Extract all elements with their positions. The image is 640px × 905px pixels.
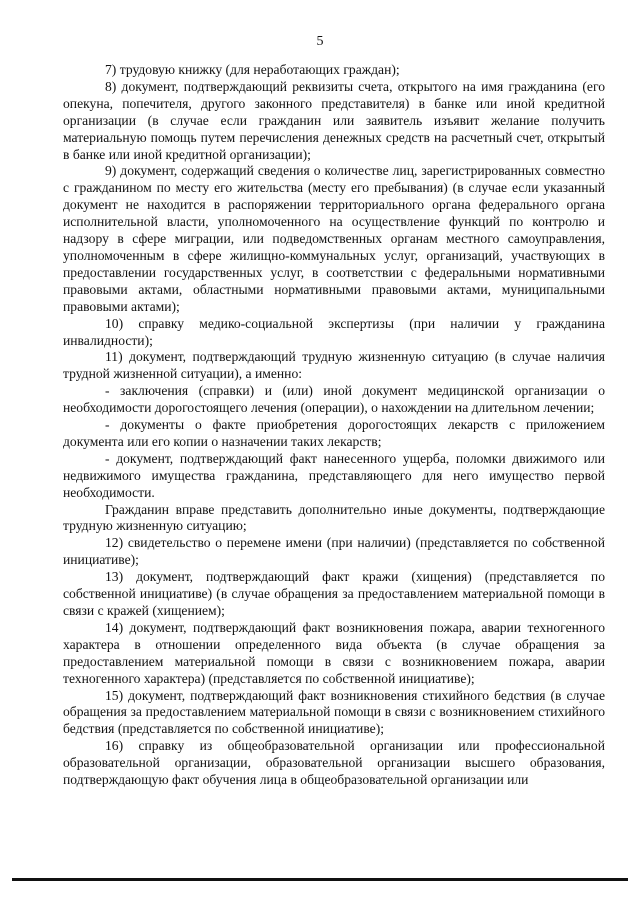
paragraph-item-15: 15) документ, подтверждающий факт возникновения стихийного бедствия (в случае обращения за предоставлением материальной помощи в связи с возникновением стихийного бедствия (представляется по собственной инициативе); xyxy=(63,687,605,737)
paragraph-item-8: 8) документ, подтверждающий реквизиты счета, открытого на имя гражданина (его опекуна, попечителя, другого законного представителя) в банке или иной кредитной организации (в случае если гражданин или заявитель изъявит желание получить материальную помощь путем перечисления денежных средств на расчетный счет, открытый в банке или иной кредитной организации); xyxy=(63,78,605,162)
paragraph-item-7: 7) трудовую книжку (для неработающих граждан); xyxy=(105,62,400,77)
paragraph-item-13: 13) документ, подтверждающий факт кражи (хищения) (представляется по собственной инициативе) (в случае обращения за предоставлением материальной помощи в связи с кражей (хищением); xyxy=(63,569,605,618)
bottom-rule xyxy=(12,878,628,881)
paragraph-additional-docs: Гражданин вправе представить дополнительно иные документы, подтверждающие трудную жизненную ситуацию; xyxy=(63,501,605,534)
paragraph-subitem-medicines: - документы о факте приобретения дорогостоящих лекарств с приложением документа или его копии о назначении таких лекарств; xyxy=(63,417,605,449)
paragraph-item-12: 12) свидетельство о перемене имени (при наличии) (представляется по собственной инициативе); xyxy=(63,535,605,568)
paragraph-item-10: 10) справку медико-социальной экспертизы (при наличии у гражданина инвалидности); xyxy=(63,315,605,348)
paragraph-item-14: 14) документ, подтверждающий факт возникновения пожара, аварии техногенного характера в отношении определенного вида объекта (в случае обращения за предоставлением материальной помощи в связи с возникновением пожара, аварии техногенного характера) (представляется по собственной инициативе); xyxy=(63,619,605,686)
document-body xyxy=(63,62,605,789)
paragraph-item-9: 9) документ, содержащий сведения о количестве лиц, зарегистрированных совместно с гражданином по месту его жительства (месту его пребывания) (в случае если указанный документ не находится в распоряжении территориального органа федерального органа исполнительной власти, уполномоченного на осуществление функций по контролю и надзору в сфере миграции, или подведомственных органам местного самоуправления, уполномоченным в сфере жилищно-коммунальных услуг, организаций, участвующих в предоставлении государственных услуг, в соответствии с федеральными нормативными правовыми актами, областными нормативными правовыми актами, муниципальными правовыми актами); xyxy=(63,163,605,314)
paragraph-item-11: 11) документ, подтверждающий трудную жизненную ситуацию (в случае наличия трудной жизненной ситуации), а именно: xyxy=(63,349,605,382)
paragraph-subitem-medical: - заключения (справки) и (или) иной документ медицинской организации о необходимости дорогостоящего лечения (операции), о нахождении на длительном лечении; xyxy=(63,383,605,416)
paragraph-subitem-damage: - документ, подтверждающий факт нанесенного ущерба, поломки движимого или недвижимого имущества гражданина, представляющего для него имущество первой необходимости. xyxy=(63,450,605,500)
paragraph-item-16: 16) справку из общеобразовательной организации или профессиональной образовательной организации, образовательной организации высшего образования, подтверждающую факт обучения лица в общеобразовательной организации или xyxy=(63,738,605,788)
page-number: 5 xyxy=(316,34,324,49)
